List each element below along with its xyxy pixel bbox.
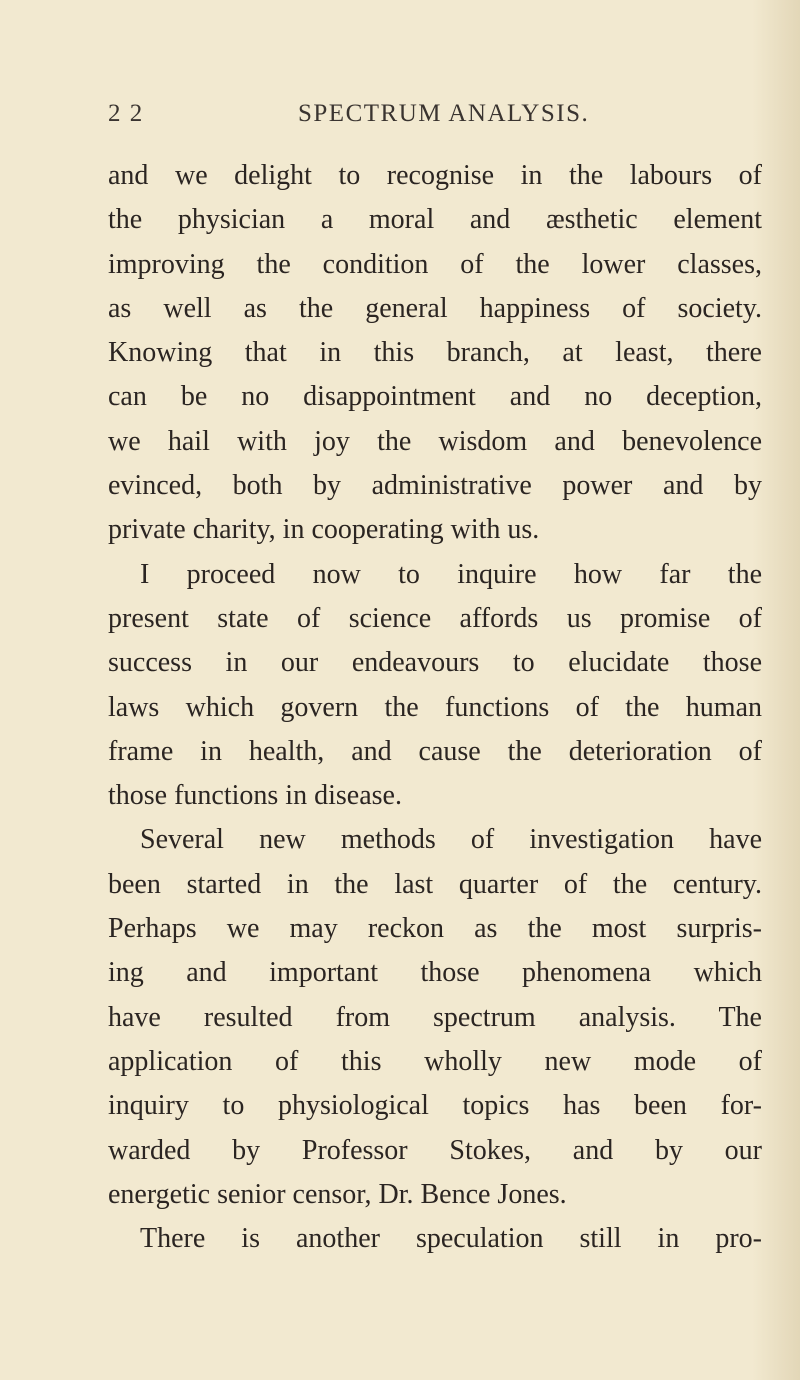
text-line: inquiry to physiological topics has been for- <box>108 1090 762 1122</box>
text-line: success in our endeavours to elucidate those <box>108 647 762 679</box>
text-line: and we delight to recognise in the labours of <box>108 160 762 191</box>
text-line: the physician a moral and æsthetic element <box>108 204 762 236</box>
text-line: Knowing that in this branch, at least, there <box>108 337 762 369</box>
text-line: Perhaps we may reckon as the most surpris- <box>108 913 762 945</box>
text-line: as well as the general happiness of society. <box>108 292 762 324</box>
text-line: laws which govern the functions of the human <box>108 691 762 723</box>
text-line: we hail with joy the wisdom and benevolence <box>108 425 762 457</box>
text-line: private charity, in cooperating with us. <box>108 514 540 546</box>
text-line: frame in health, and cause the deterioration of <box>108 735 762 767</box>
text-line: evinced, both by administrative power and by <box>108 470 762 502</box>
page-header <box>108 100 762 132</box>
text-line: Several new methods of investigation have <box>140 824 762 856</box>
page-number: 2 2 <box>108 100 144 127</box>
text-line: those functions in disease. <box>108 780 402 812</box>
text-line: energetic senior censor, Dr. Bence Jones. <box>108 1178 567 1210</box>
text-line: improving the condition of the lower classes, <box>108 248 762 280</box>
text-line: application of this wholly new mode of <box>108 1045 762 1077</box>
text-line: present state of science affords us promise of <box>108 602 762 634</box>
text-line: I proceed now to inquire how far the <box>140 558 762 590</box>
text-line: been started in the last quarter of the century. <box>108 868 762 900</box>
body-text <box>108 154 762 1261</box>
text-line: There is another speculation still in pro- <box>140 1223 762 1255</box>
text-line: have resulted from spectrum analysis. The <box>108 1001 762 1033</box>
text-line: can be no disappointment and no deception, <box>108 381 762 413</box>
text-line: ing and important those phenomena which <box>108 957 762 989</box>
running-head: SPECTRUM ANALYSIS. <box>298 100 590 127</box>
text-line: warded by Professor Stokes, and by our <box>108 1134 762 1166</box>
